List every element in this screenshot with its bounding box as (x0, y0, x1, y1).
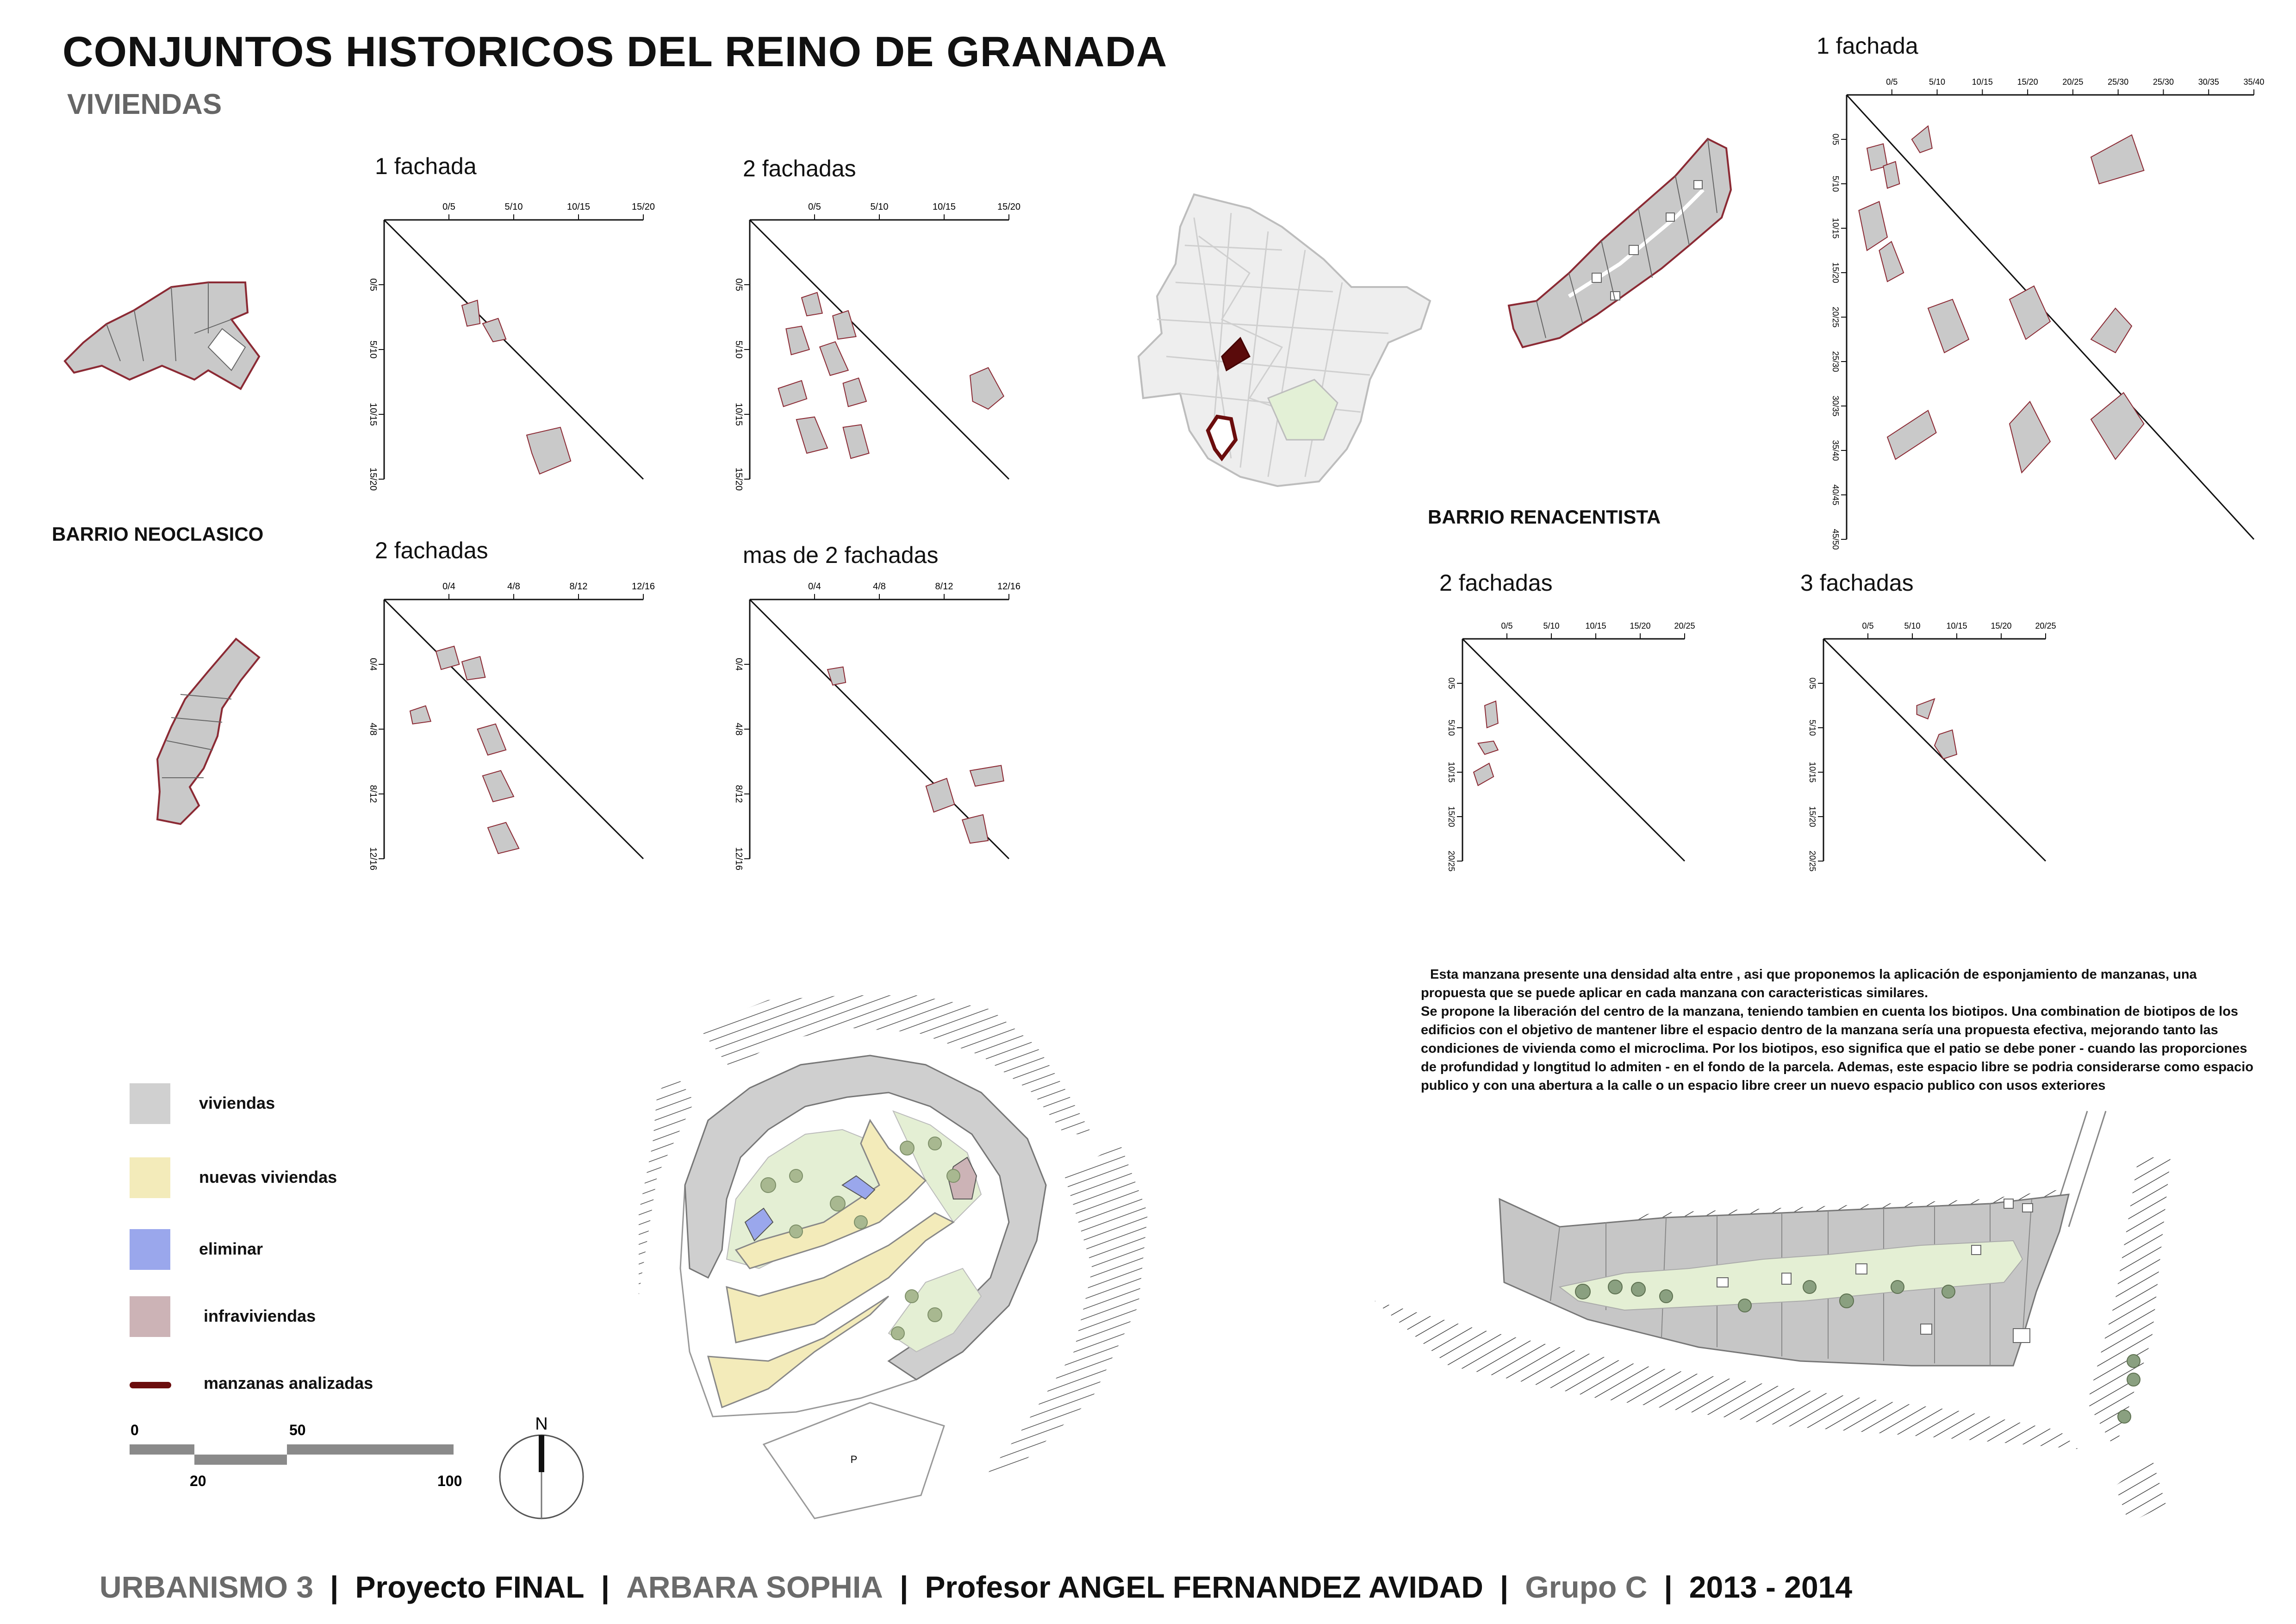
chart-y-tick-label: 10/15 (368, 402, 378, 426)
chart-x-tick-label: 20/25 (1674, 621, 1695, 631)
chart-x-tick-label: 12/16 (997, 581, 1021, 592)
chart-block-mark (410, 706, 431, 724)
chart-block-mark (2010, 286, 2050, 339)
parking-label: P (850, 1454, 858, 1465)
chart-neoclasico-1-fachada (324, 185, 671, 500)
neoclasico-block-plan-1 (56, 269, 278, 403)
chart-y-tick-label: 15/20 (368, 467, 378, 491)
chart-x-tick-label: 12/16 (631, 581, 655, 592)
chart-block-mark (2091, 135, 2144, 184)
chart-x-tick-label: 0/5 (808, 202, 821, 212)
chart-y-tick-label: 12/16 (734, 847, 744, 871)
chart-renacentista-1-fachada (1796, 60, 2265, 574)
chart-y-tick-label: 15/20 (1447, 806, 1456, 827)
scale-label-50: 50 (289, 1422, 306, 1438)
chart-y-tick-label: 20/25 (1831, 306, 1840, 328)
chart-x-tick-label: 4/8 (507, 581, 520, 592)
legend-label: viviendas (199, 1093, 275, 1112)
chart-block-mark (2091, 308, 2132, 353)
chart-block-mark (786, 326, 809, 355)
chart-y-tick-label: 10/15 (734, 402, 744, 426)
chart-title: 2 fachadas (1439, 570, 1553, 596)
scale-label-20: 20 (190, 1473, 206, 1489)
chart-block-mark (488, 823, 519, 854)
chart-y-tick-label: 20/25 (1808, 850, 1817, 872)
chart-block-mark (1485, 701, 1498, 728)
scale-bar (120, 1417, 472, 1500)
chart-x-tick-label: 5/10 (1929, 77, 1946, 87)
footer-separator: | (1500, 1570, 1509, 1604)
footer-course: URBANISMO 3 (100, 1570, 314, 1604)
footer-professor: Profesor ANGEL FERNANDEZ AVIDAD (925, 1570, 1483, 1604)
chart-block-mark (462, 300, 480, 326)
chart-x-tick-label: 5/10 (870, 202, 889, 212)
scale-label-0: 0 (131, 1422, 139, 1438)
chart-x-tick-label: 20/25 (2062, 77, 2084, 87)
chart-x-tick-label: 5/10 (1904, 621, 1921, 631)
chart-block-mark (1478, 741, 1498, 755)
description-paragraph: Esta manzana presente una densidad alta entre , asi que proponemos la aplicación de esponjamiento de manzanas, una propuesta que se puede aplicar en cada manzana con caracteristicas similares. (1421, 967, 2197, 1000)
chart-y-tick-label: 0/5 (368, 278, 378, 291)
chart-block-mark (1917, 699, 1935, 719)
chart-x-tick-label: 10/15 (566, 202, 591, 212)
chart-y-tick-label: 0/4 (368, 658, 378, 671)
chart-block-mark (778, 381, 807, 406)
chart-block-mark (1474, 763, 1493, 786)
chart-x-tick-label: 20/25 (2035, 621, 2056, 631)
chart-block-mark (828, 667, 846, 685)
footer-year: 2013 - 2014 (1689, 1570, 1853, 1604)
chart-y-tick-label: 0/5 (1447, 677, 1456, 689)
chart-x-tick-label: 0/5 (1501, 621, 1513, 631)
scale-label-100: 100 (437, 1473, 462, 1489)
chart-block-mark (1879, 242, 1904, 281)
footer-separator: | (1664, 1570, 1673, 1604)
chart-title: 2 fachadas (375, 537, 488, 563)
chart-x-tick-label: 15/20 (997, 202, 1021, 212)
page-subtitle: VIVIENDAS (67, 88, 222, 120)
chart-title: 1 fachada (375, 153, 477, 179)
chart-y-tick-label: 10/15 (1808, 762, 1817, 783)
chart-y-tick-label: 5/10 (368, 340, 378, 359)
chart-block-mark (478, 724, 506, 755)
legend-line (130, 1382, 171, 1388)
chart-y-tick-label: 10/15 (1447, 762, 1456, 783)
chart-block-mark (970, 765, 1004, 786)
neoclasico-block-plan-2 (139, 630, 278, 833)
chart-block-mark (1912, 126, 1932, 153)
chart-y-tick-label: 25/30 (1831, 351, 1840, 372)
chart-neoclasico-2-fachadas-b (324, 565, 671, 880)
chart-y-tick-label: 40/45 (1831, 484, 1840, 506)
legend-label: manzanas analizadas (204, 1374, 373, 1393)
chart-y-tick-label: 0/5 (1831, 133, 1840, 145)
chart-y-tick-label: 5/10 (1808, 719, 1817, 736)
legend-swatch (130, 1157, 170, 1198)
chart-block-mark (796, 417, 828, 453)
chart-renacentista-2-fachadas (1416, 602, 1694, 884)
legend-swatch (130, 1083, 170, 1124)
chart-x-tick-label: 35/40 (2243, 77, 2265, 87)
chart-x-tick-label: 25/30 (2153, 77, 2174, 87)
chart-y-tick-label: 15/20 (734, 467, 744, 491)
chart-y-tick-label: 4/8 (734, 723, 744, 736)
chart-y-tick-label: 5/10 (734, 340, 744, 359)
barrio-neoclasico-label: BARRIO NEOCLASICO (52, 523, 264, 545)
description-paragraph: Se propone la liberación del centro de la manzana, teniendo tambien en cuenta los biotipos. Una combination de biotipos de los edificios con el objetivo de mantener libre el espacio dentro de la manzana sería una propuesta efectiva, mejorando tanto las condiciones de vivienda como el microclima. Por los biotipos, eso significa que el patio se debe poner - cuando las proporciones de profundidad y longtitud lo admiten - en el fondo de la parcela. Ademas, este espacio libre se podria considerarse como espacio publico y con una abertura a la calle o un espacio libre creer un nuevo espacio publico con usos exteriores (1421, 1004, 2253, 1093)
chart-x-tick-label: 10/15 (1585, 621, 1606, 631)
chart-y-tick-label: 15/20 (1808, 806, 1817, 827)
chart-y-tick-label: 45/50 (1831, 529, 1840, 550)
chart-x-tick-label: 10/15 (1972, 77, 1993, 87)
chart-x-tick-label: 15/20 (1991, 621, 2012, 631)
chart-x-tick-label: 10/15 (932, 202, 956, 212)
chart-x-tick-label: 0/4 (808, 581, 821, 592)
chart-block-mark (2010, 401, 2050, 473)
chart-block-mark (843, 378, 866, 407)
chart-y-tick-label: 8/12 (368, 785, 378, 803)
key-map (1129, 181, 1444, 514)
chart-block-mark (527, 427, 571, 474)
detail-block-plan (1365, 1106, 2235, 1537)
site-plan-proposal (629, 981, 1166, 1528)
chart-x-tick-label: 8/12 (569, 581, 588, 592)
chart-x-tick-label: 15/20 (631, 202, 655, 212)
chart-x-tick-label: 10/15 (1946, 621, 1967, 631)
chart-title: 1 fachada (1817, 33, 1918, 59)
chart-y-tick-label: 0/4 (734, 658, 744, 671)
chart-x-tick-label: 5/10 (1543, 621, 1560, 631)
chart-title: 3 fachadas (1800, 570, 1914, 596)
chart-y-tick-label: 4/8 (368, 723, 378, 736)
page-title: CONJUNTOS HISTORICOS DEL REINO DE GRANADA (62, 28, 1168, 75)
chart-x-tick-label: 15/20 (2017, 77, 2038, 87)
chart-x-tick-label: 0/5 (1862, 621, 1874, 631)
chart-y-tick-label: 0/5 (734, 278, 744, 291)
chart-neoclasico-mas-de-2-fachadas (690, 565, 1037, 880)
chart-block-mark (962, 815, 988, 843)
footer (100, 1569, 1852, 1605)
chart-x-tick-label: 30/35 (2198, 77, 2219, 87)
chart-block-mark (926, 778, 955, 812)
chart-y-tick-label: 35/40 (1831, 440, 1840, 461)
chart-y-tick-label: 0/5 (1808, 677, 1817, 689)
footer-separator: | (899, 1570, 908, 1604)
chart-block-mark (1883, 162, 1899, 188)
chart-block-mark (843, 425, 869, 458)
chart-x-tick-label: 0/5 (1886, 77, 1898, 87)
legend-label: infraviviendas (204, 1306, 316, 1325)
legend-swatch (130, 1296, 170, 1337)
chart-y-tick-label: 12/16 (368, 847, 378, 871)
chart-y-tick-label: 30/35 (1831, 395, 1840, 417)
chart-x-tick-label: 25/30 (2108, 77, 2129, 87)
chart-block-mark (802, 293, 822, 316)
chart-title: mas de 2 fachadas (743, 542, 939, 568)
footer-separator: | (601, 1570, 610, 1604)
chart-block-mark (483, 771, 514, 802)
chart-x-tick-label: 8/12 (935, 581, 953, 592)
chart-x-tick-label: 15/20 (1630, 621, 1651, 631)
footer-project: Proyecto FINAL (355, 1570, 585, 1604)
chart-block-mark (833, 311, 856, 339)
renacentista-block-plan (1500, 125, 1759, 356)
chart-x-tick-label: 4/8 (873, 581, 886, 592)
legend-label: nuevas viviendas (199, 1168, 337, 1187)
chart-block-mark (820, 342, 848, 375)
barrio-renacentista-label: BARRIO RENACENTISTA (1428, 506, 1661, 528)
chart-block-mark (1928, 300, 1969, 353)
chart-title: 2 fachadas (743, 156, 856, 181)
chart-y-tick-label: 20/25 (1447, 850, 1456, 872)
chart-renacentista-3-fachadas (1777, 602, 2055, 884)
chart-y-tick-label: 10/15 (1831, 218, 1840, 239)
chart-block-mark (1935, 730, 1957, 759)
description-text (1421, 965, 2259, 1095)
chart-x-tick-label: 0/4 (442, 581, 455, 592)
chart-block-mark (1887, 411, 1936, 460)
legend-swatch (130, 1229, 170, 1270)
chart-x-tick-label: 5/10 (504, 202, 523, 212)
footer-separator: | (330, 1570, 339, 1604)
chart-block-mark (970, 368, 1004, 409)
north-arrow-icon (495, 1407, 588, 1532)
chart-neoclasico-2-fachadas (690, 185, 1037, 500)
chart-block-mark (2091, 393, 2144, 459)
chart-y-tick-label: 8/12 (734, 785, 744, 803)
chart-block-mark (436, 646, 459, 669)
north-label: N (535, 1414, 548, 1434)
legend-label: eliminar (199, 1239, 263, 1258)
footer-student: ARBARA SOPHIA (626, 1570, 883, 1604)
chart-block-mark (1859, 201, 1887, 250)
chart-y-tick-label: 15/20 (1831, 262, 1840, 283)
chart-block-mark (462, 656, 485, 680)
chart-y-tick-label: 5/10 (1831, 175, 1840, 192)
chart-y-tick-label: 5/10 (1447, 719, 1456, 736)
footer-group: Grupo C (1525, 1570, 1648, 1604)
chart-x-tick-label: 0/5 (442, 202, 455, 212)
